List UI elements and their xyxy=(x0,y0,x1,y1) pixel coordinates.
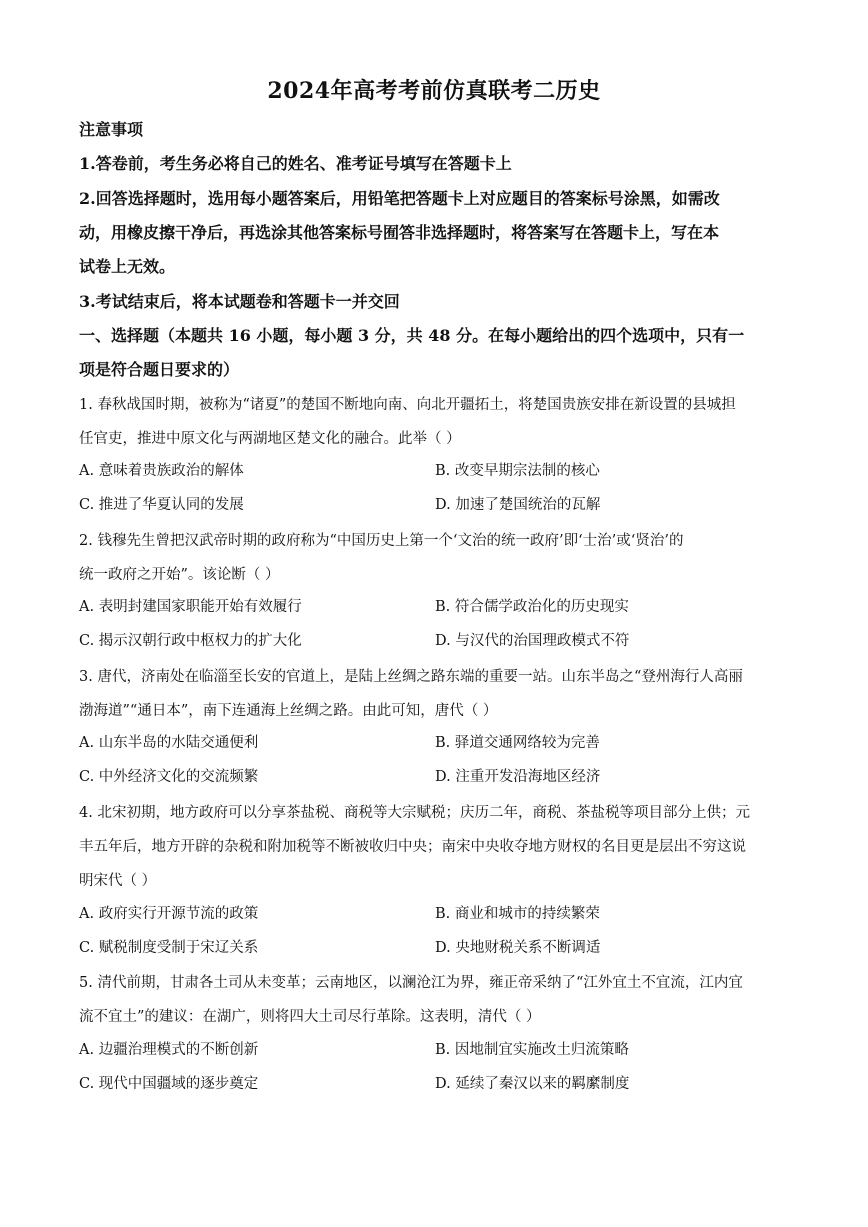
question-4-stem: 丰五年后，地方开辟的杂税和附加税等不断被收归中央；南宋中央收夺地方财权的名目更是层出不穷这说 xyxy=(79,839,746,855)
notice-item: 2.回答选择题时，选用每小题答案后，用铅笔把答题卡上对应题目的答案标号涂黑，如需改 xyxy=(79,189,720,208)
question-4-stem: 明宋代（ ） xyxy=(79,873,157,889)
question-4-stem: 4. 北宋初期，地方政府可以分享茶盐税、商税等大宗赋税；庆历二年，商税、茶盐税等项目部分上供；元 xyxy=(79,805,750,821)
question-5-option-b: B. 因地制宜实施改土归流策略 xyxy=(435,1042,629,1058)
question-2-stem: 统一政府之开始”。该论断（ ） xyxy=(79,567,280,583)
question-4-option-a: A. 政府实行开源节流的政策 xyxy=(79,906,259,922)
question-3-stem: 3. 唐代，济南处在临淄至长安的官道上，是陆上丝绸之路东端的重要一站。山东半岛之“登州海行人高丽 xyxy=(79,669,743,685)
question-2-option-d: D. 与汉代的治国理政模式不符 xyxy=(435,633,630,649)
section-heading: 一、选择题（本题共 16 小题，每小题 3 分，共 48 分。在每小题给出的四个选项中，只有一 xyxy=(79,326,745,345)
question-2-option-c: C. 揭示汉朝行政中枢权力的扩大化 xyxy=(79,633,302,649)
question-2-stem: 2. 钱穆先生曾把汉武帝时期的政府称为“中国历史上第一个‘文治的统一政府’即‘士治’或‘贤治’的 xyxy=(79,533,684,549)
notice-item: 试卷上无效。 xyxy=(79,257,176,276)
question-5-option-d: D. 延续了秦汉以来的羁縻制度 xyxy=(435,1076,630,1092)
question-2-option-b: B. 符合儒学政治化的历史现实 xyxy=(435,599,629,615)
question-5-stem: 5. 清代前期，甘肃各土司从未变革；云南地区，以澜沧江为界，雍正帝采纳了“江外宜土不宜流，江内宜 xyxy=(79,975,743,991)
notice-item: 3.考试结束后，将本试题卷和答题卡一并交回 xyxy=(79,292,400,311)
question-3-option-b: B. 驿道交通网络较为完善 xyxy=(435,735,600,751)
page-title: 2024年高考考前仿真联考二历史 xyxy=(267,78,601,104)
question-1-option-c: C. 推进了华夏认同的发展 xyxy=(79,497,244,513)
question-1-option-a: A. 意味着贵族政治的解体 xyxy=(79,463,244,479)
question-1-stem: 任官吏，推进中原文化与两湖地区楚文化的融合。此举（ ） xyxy=(79,431,461,447)
section-heading: 项是符合题日要求的） xyxy=(79,360,240,379)
question-5-option-a: A. 边疆治理模式的不断创新 xyxy=(79,1042,259,1058)
question-3-option-c: C. 中外经济文化的交流频繁 xyxy=(79,769,259,785)
question-4-option-d: D. 央地财税关系不断调适 xyxy=(435,940,601,956)
question-4-option-c: C. 赋税制度受制于宋辽关系 xyxy=(79,940,259,956)
question-1-stem: 1. 春秋战国时期，被称为“诸夏”的楚国不断地向南、向北开疆拓土，将楚国贵族安排在新设置的县城担 xyxy=(79,397,736,413)
question-5-option-c: C. 现代中国疆域的逐步奠定 xyxy=(79,1076,259,1092)
question-5-stem: 流不宜土”的建议：在湖广，则将四大土司尽行革除。这表明，清代（ ） xyxy=(79,1009,541,1025)
notice-heading: 注意事项 xyxy=(79,120,144,139)
question-3-option-a: A. 山东半岛的水陆交通便利 xyxy=(79,735,259,751)
question-3-option-d: D. 注重开发沿海地区经济 xyxy=(435,769,601,785)
question-1-option-d: D. 加速了楚国统治的瓦解 xyxy=(435,497,601,513)
notice-item: 动，用橡皮擦干净后，再选涂其他答案标号囿答非选择题时，将答案写在答题卡上，写在本 xyxy=(79,223,720,242)
question-2-option-a: A. 表明封建国家职能开始有效履行 xyxy=(79,599,302,615)
notice-item: 1.答卷前，考生务必将自己的姓名、准考证号填写在答题卡上 xyxy=(79,154,512,173)
question-4-option-b: B. 商业和城市的持续繁荣 xyxy=(435,906,600,922)
question-1-option-b: B. 改变早期宗法制的核心 xyxy=(435,463,600,479)
question-3-stem: 渤海道”“通日本”，南下连通海上丝绸之路。由此可知，唐代（ ） xyxy=(79,703,498,719)
